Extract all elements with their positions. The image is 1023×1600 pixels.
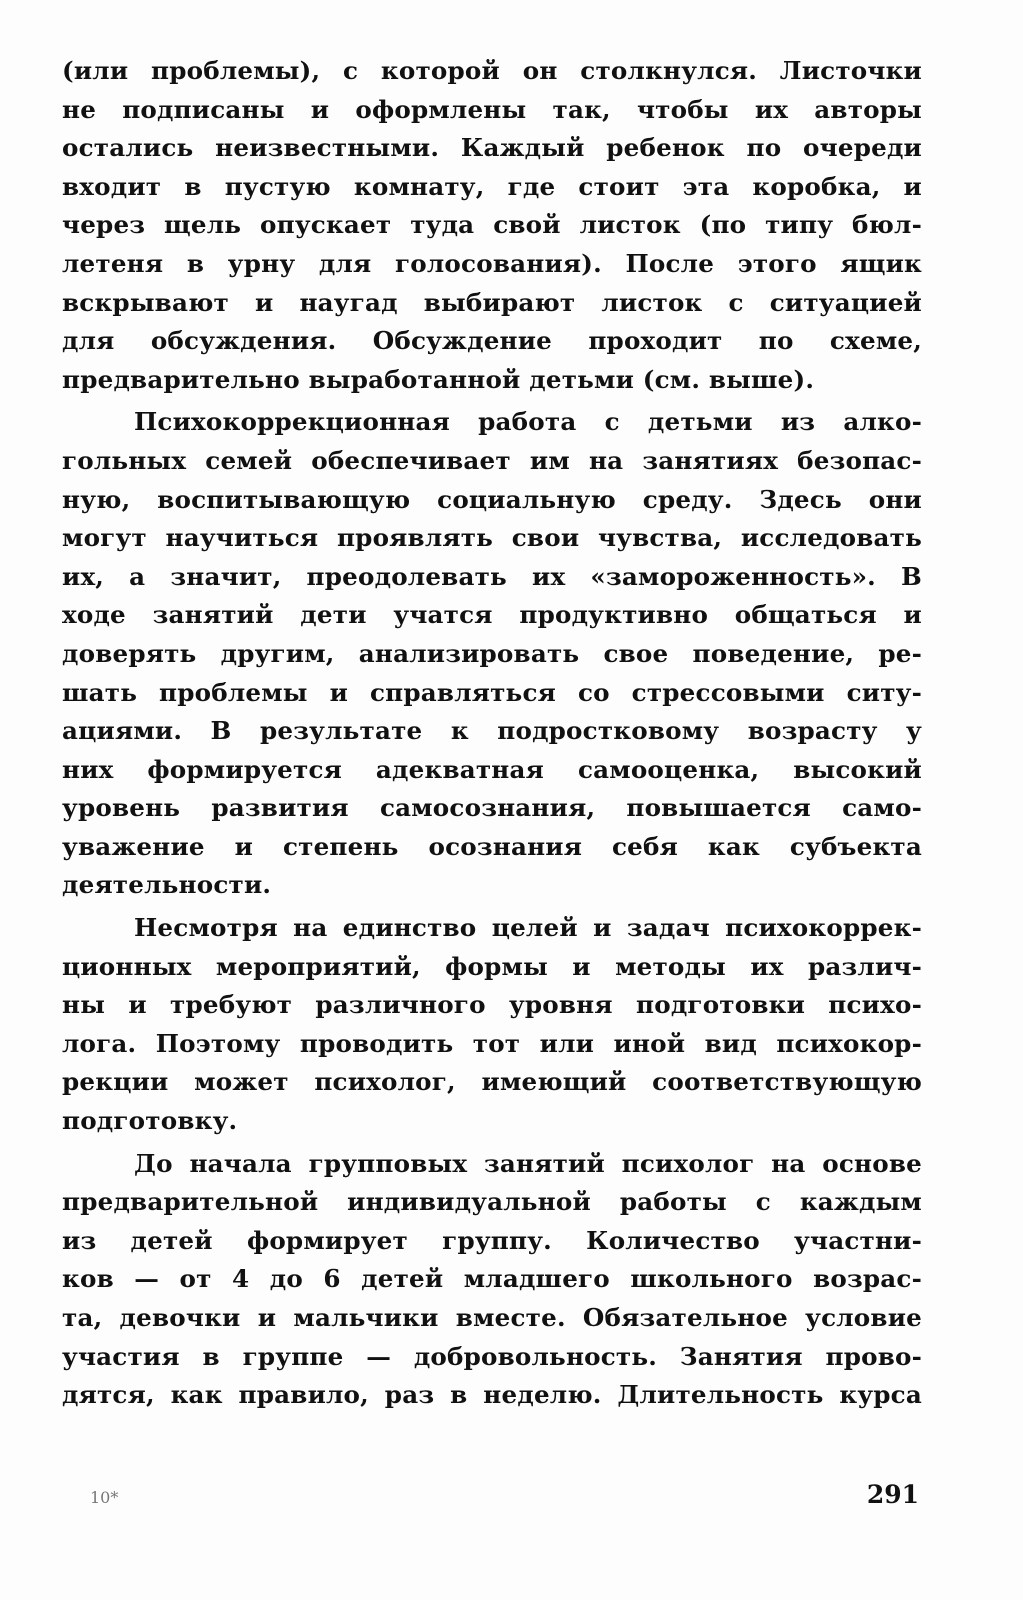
text-line: ходе занятий дети учатся продуктивно общаться и [62, 600, 922, 630]
paragraph [62, 909, 922, 1141]
text-line: через щель опускает туда свой листок (по типу бюл- [62, 210, 922, 240]
text-line: из детей формирует группу. Количество участни- [62, 1225, 922, 1255]
text-line: ную, воспитывающую социальную среду. Здесь они [62, 484, 922, 514]
text-line: Психокоррекционная работа с детьми из алко- [134, 407, 922, 437]
text-line: деятельности. [62, 870, 272, 900]
text-line: доверять другим, анализировать свое поведение, ре- [62, 638, 922, 668]
text-line: (или проблемы), с которой он столкнулся. Листочки [62, 56, 922, 85]
text-line: входит в пустую комнату, где стоит эта коробка, и [62, 171, 922, 201]
text-line: остались неизвестными. Каждый ребенок по очереди [62, 133, 922, 163]
text-line: уровень развития самосознания, повышается само- [62, 793, 922, 823]
body-text [62, 52, 922, 1415]
text-line: них формируется адекватная самооценка, высокий [62, 754, 922, 784]
text-line: участия в группе — добровольность. Занятия прово- [62, 1341, 922, 1371]
text-line: рекции может психолог, имеющий соответствующую [62, 1067, 922, 1097]
text-line: ны и требуют различного уровня подготовки психо- [62, 990, 922, 1020]
text-line: Несмотря на единство целей и задач психокоррек- [134, 913, 922, 943]
text-line: подготовку. [62, 1106, 238, 1136]
signature-mark: 10* [90, 1488, 119, 1507]
text-line: До начала групповых занятий психолог на основе [134, 1148, 922, 1178]
page-number: 291 [866, 1480, 919, 1509]
text-line: предварительной индивидуальной работы с каждым [62, 1187, 922, 1217]
text-line: вскрывают и наугад выбирают листок с ситуацией [62, 287, 922, 317]
text-line: дятся, как правило, раз в неделю. Длительность курса [62, 1380, 922, 1410]
text-line: лога. Поэтому проводить тот или иной вид психокор- [62, 1028, 922, 1058]
text-line: их, а значит, преодолевать их «замороженность». В [62, 561, 922, 591]
text-line: не подписаны и оформлены так, чтобы их авторы [62, 94, 922, 124]
text-line: могут научиться проявлять свои чувства, исследовать [62, 523, 922, 553]
text-line: уважение и степень осознания себя как субъекта [62, 831, 922, 861]
text-line: ков — от 4 до 6 детей младшего школьного возрас- [62, 1264, 922, 1294]
text-line: шать проблемы и справляться со стрессовыми ситу- [62, 677, 922, 707]
paragraph [62, 1145, 922, 1415]
text-line: для обсуждения. Обсуждение проходит по схеме, [62, 326, 922, 356]
paragraph [62, 52, 922, 399]
text-line: предварительно выработанной детьми (см. выше). [62, 364, 815, 394]
paragraph [62, 403, 922, 905]
text-line: ционных мероприятий, формы и методы их различ- [62, 951, 922, 981]
text-line: гольных семей обеспечивает им на занятиях безопас- [62, 445, 922, 475]
text-line: ациями. В результате к подростковому возрасту у [62, 716, 922, 746]
text-line: та, девочки и мальчики вместе. Обязательное условие [62, 1303, 922, 1332]
text-line: летеня в урну для голосования). После этого ящик [62, 248, 922, 278]
